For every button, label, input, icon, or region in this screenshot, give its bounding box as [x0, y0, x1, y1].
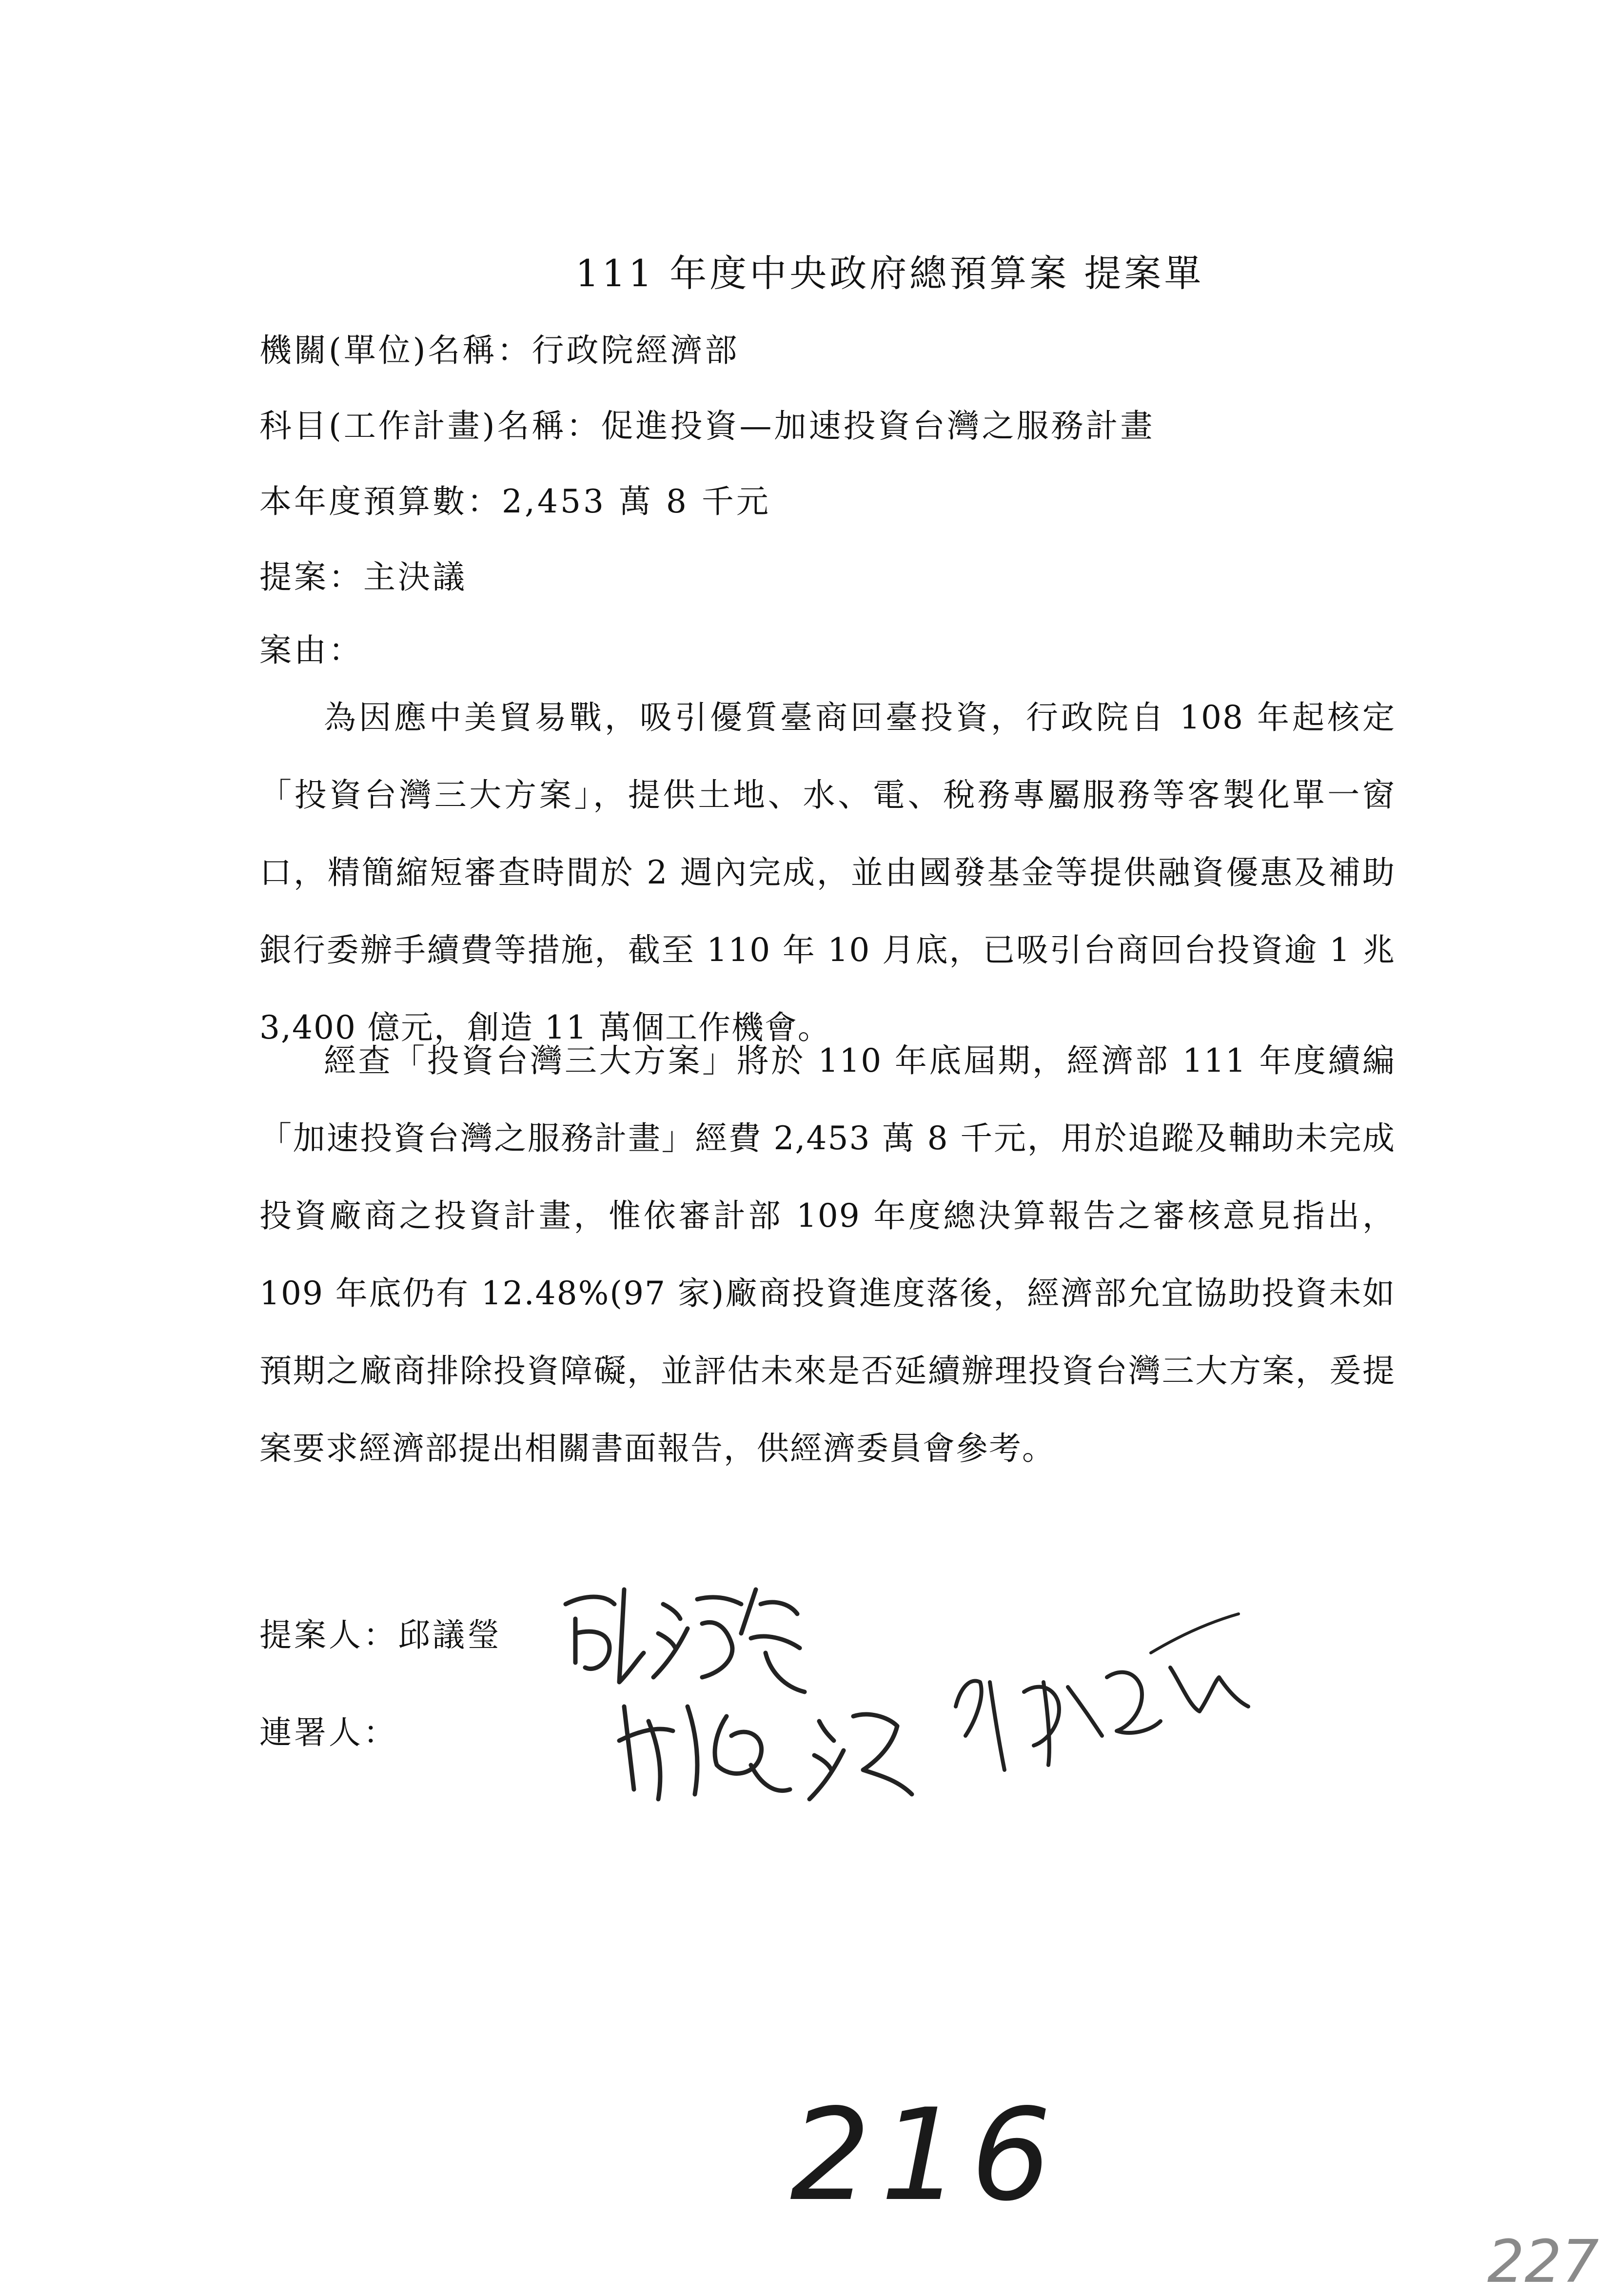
budget-amount: 本年度預算數：2,453 萬 8 千元 [259, 483, 771, 520]
secondary-page-number: 227 [1487, 2228, 1599, 2296]
proposer-label: 提案人：邱議瑩 [259, 1616, 502, 1654]
proposal-type: 提案：主決議 [259, 558, 467, 596]
agency-name: 機關(單位)名稱：行政院經濟部 [259, 332, 740, 369]
reason-label: 案由： [259, 631, 363, 669]
page-number: 216 [790, 2082, 1062, 2229]
cosigner-label: 連署人： [259, 1714, 398, 1751]
cosigner-signature-2 [946, 1609, 1258, 1785]
program-name: 科目(工作計畫)名稱：促進投資—加速投資台灣之服務計畫 [259, 407, 1155, 445]
reason-paragraph-1: 為因應中美貿易戰，吸引優質臺商回臺投資，行政院自 108 年起核定「投資台灣三大方案」，提供土地、水、電、稅務專屬服務等客製化單一窗口，精簡縮短審查時間於 2 週內完成，並由國發基金等提供融資優惠及補助銀行委辦手續費等措施，截至 110 年 10 月底，已吸引台商回台投資逾 1 兆 3,400 億元，創造 11 萬個工作機會。 [259, 699, 1396, 1046]
document-title: 111 年度中央政府總預算案 提案單 [575, 252, 1204, 295]
cosigner-signature-1 [614, 1687, 917, 1814]
reason-paragraph-2: 經查「投資台灣三大方案」將於 110 年底屆期，經濟部 111 年度續編「加速投資台灣之服務計畫」經費 2,453 萬 8 千元，用於追蹤及輔助未完成投資廠商之投資計畫，惟依審計部 109 年度總決算報告之審核意見指出，109 年底仍有 12.48%(97 家)廠商投資進度落後，經濟部允宜協助投資未如預期之廠商排除投資障礙，並評估未來是否延續辦理投資台灣三大方案，爰提案要求經濟部提出相關書面報告，供經濟委員會參考。 [259, 1042, 1396, 1467]
